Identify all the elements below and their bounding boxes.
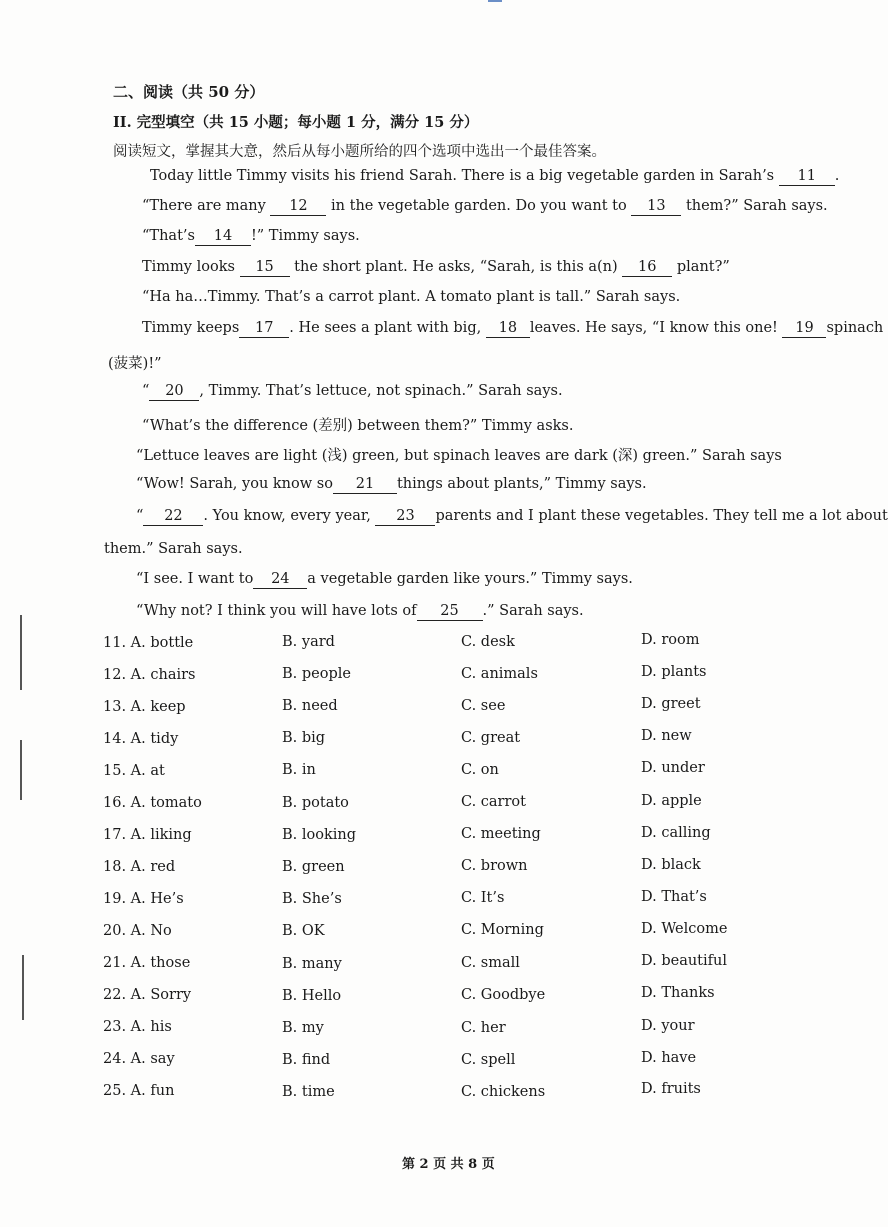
passage-line-12: “I see. I want to 24 a vegetable garden like yours.” Timmy says. [136,571,633,587]
option-16a: 16. A. tomato [103,795,202,811]
option-24b: B. find [282,1052,331,1068]
option-24a: 24. A. say [103,1051,175,1067]
passage-line-5: “Ha ha…Timmy. That’s a carrot plant. A tomato plant is tall.” Sarah says. [142,289,681,305]
passage-line-10: “Wow! Sarah, you know so 21 things about plants,” Timmy says. [136,476,647,492]
passage-line-8: “What’s the difference (差别) between them?” Timmy asks. [142,418,574,434]
blank-21: 21 [333,477,397,494]
blank-13: 13 [631,199,681,216]
option-25d: D. fruits [641,1081,701,1097]
option-19b: B. She’s [282,891,342,907]
option-23c: C. her [461,1020,506,1036]
option-15d: D. under [641,760,705,776]
blank-20: 20 [149,384,199,401]
option-20d: D. Welcome [641,921,728,937]
option-14a: 14. A. tidy [103,731,179,747]
option-17c: C. meeting [461,826,541,842]
option-22c: C. Goodbye [461,987,546,1003]
passage-line-9: “Lettuce leaves are light (浅) green, but spinach leaves are dark (深) green.” Sarah says [136,448,782,464]
passage-line-3: “That’s 14 !” Timmy says. [142,228,360,244]
margin-line [20,615,22,690]
passage-line-11: “ 22 . You know, every year, 23 parents and I plant these vegetables. They tell me a lot about [136,508,888,524]
option-14b: B. big [282,730,326,746]
option-20b: B. OK [282,923,325,939]
blank-11: 11 [779,169,835,186]
option-16c: C. carrot [461,794,526,810]
blank-23: 23 [375,509,435,526]
option-17b: B. looking [282,827,357,843]
margin-line [22,955,24,1020]
option-22a: 22. A. Sorry [103,987,192,1003]
option-21b: B. many [282,956,342,972]
instruction: 阅读短文，掌握其大意，然后从每小题所给的四个选项中选出一个最佳答案。 [113,144,606,160]
option-16b: B. potato [282,795,349,811]
option-14d: D. new [641,728,692,744]
blank-16: 16 [622,260,672,277]
scan-mark [488,0,502,2]
blank-17: 17 [239,321,289,338]
option-20c: C. Morning [461,922,544,938]
page-footer: 第 2 页 共 8 页 [402,1157,495,1172]
passage-line-2: “There are many 12 in the vegetable garden. Do you want to 13 them?” Sarah says. [142,198,828,214]
part-title: II. 完型填空（共 15 小题；每小题 1 分，满分 15 分） [113,114,479,131]
option-17d: D. calling [641,825,711,841]
passage-line-1: Today little Timmy visits his friend Sarah. There is a big vegetable garden in Sarah’s 11 . [150,168,840,184]
option-23d: D. your [641,1018,695,1034]
option-25a: 25. A. fun [103,1083,175,1099]
option-15c: C. on [461,762,499,778]
margin-line [20,740,22,800]
option-21c: C. small [461,955,520,971]
option-16d: D. apple [641,793,702,809]
option-12b: B. people [282,666,351,682]
blank-25: 25 [417,604,483,621]
option-12c: C. animals [461,666,538,682]
option-19a: 19. A. He’s [103,891,184,907]
option-13b: B. need [282,698,338,714]
option-19c: C. It’s [461,890,505,906]
option-13a: 13. A. keep [103,699,186,715]
option-11c: C. desk [461,634,515,650]
option-23a: 23. A. his [103,1019,172,1035]
passage-line-4: Timmy looks 15 the short plant. He asks, “Sarah, is this a(n) 16 plant?” [142,259,730,275]
option-14c: C. great [461,730,521,746]
option-25b: B. time [282,1084,335,1100]
option-23b: B. my [282,1020,324,1036]
option-25c: C. chickens [461,1084,546,1100]
option-18b: B. green [282,859,345,875]
option-22d: D. Thanks [641,985,715,1001]
option-11a: 11. A. bottle [103,635,194,651]
option-18d: D. black [641,857,701,873]
blank-12: 12 [270,199,326,216]
option-13d: D. greet [641,696,701,712]
option-22b: B. Hello [282,988,342,1004]
option-11b: B. yard [282,634,335,650]
passage-line-13: “Why not? I think you will have lots of 25 .” Sarah says. [136,603,584,619]
blank-14: 14 [195,229,251,246]
section-title: 二、阅读（共 50 分） [113,83,265,101]
blank-22: 22 [143,509,203,526]
option-18a: 18. A. red [103,859,176,875]
passage-line-6: Timmy keeps 17 . He sees a plant with big, 18 leaves. He says, “I know this one! 19 spinach [142,320,884,336]
option-13c: C. see [461,698,506,714]
option-12a: 12. A. chairs [103,667,196,683]
option-19d: D. That’s [641,889,707,905]
passage-line-11b: them.” Sarah says. [104,541,243,557]
passage-line-7: “ 20 , Timmy. That’s lettuce, not spinach.” Sarah says. [142,383,563,399]
blank-15: 15 [240,260,290,277]
option-15b: B. in [282,762,316,778]
option-21d: D. beautiful [641,953,727,969]
blank-24: 24 [253,572,307,589]
option-11d: D. room [641,632,700,648]
option-18c: C. brown [461,858,528,874]
option-12d: D. plants [641,664,707,680]
option-24d: D. have [641,1050,697,1066]
option-17a: 17. A. liking [103,827,192,843]
option-15a: 15. A. at [103,763,165,779]
option-21a: 21. A. those [103,955,191,971]
option-24c: C. spell [461,1052,516,1068]
blank-19: 19 [782,321,826,338]
blank-18: 18 [486,321,530,338]
passage-line-6b: (菠菜)!” [108,356,162,372]
option-20a: 20. A. No [103,923,172,939]
